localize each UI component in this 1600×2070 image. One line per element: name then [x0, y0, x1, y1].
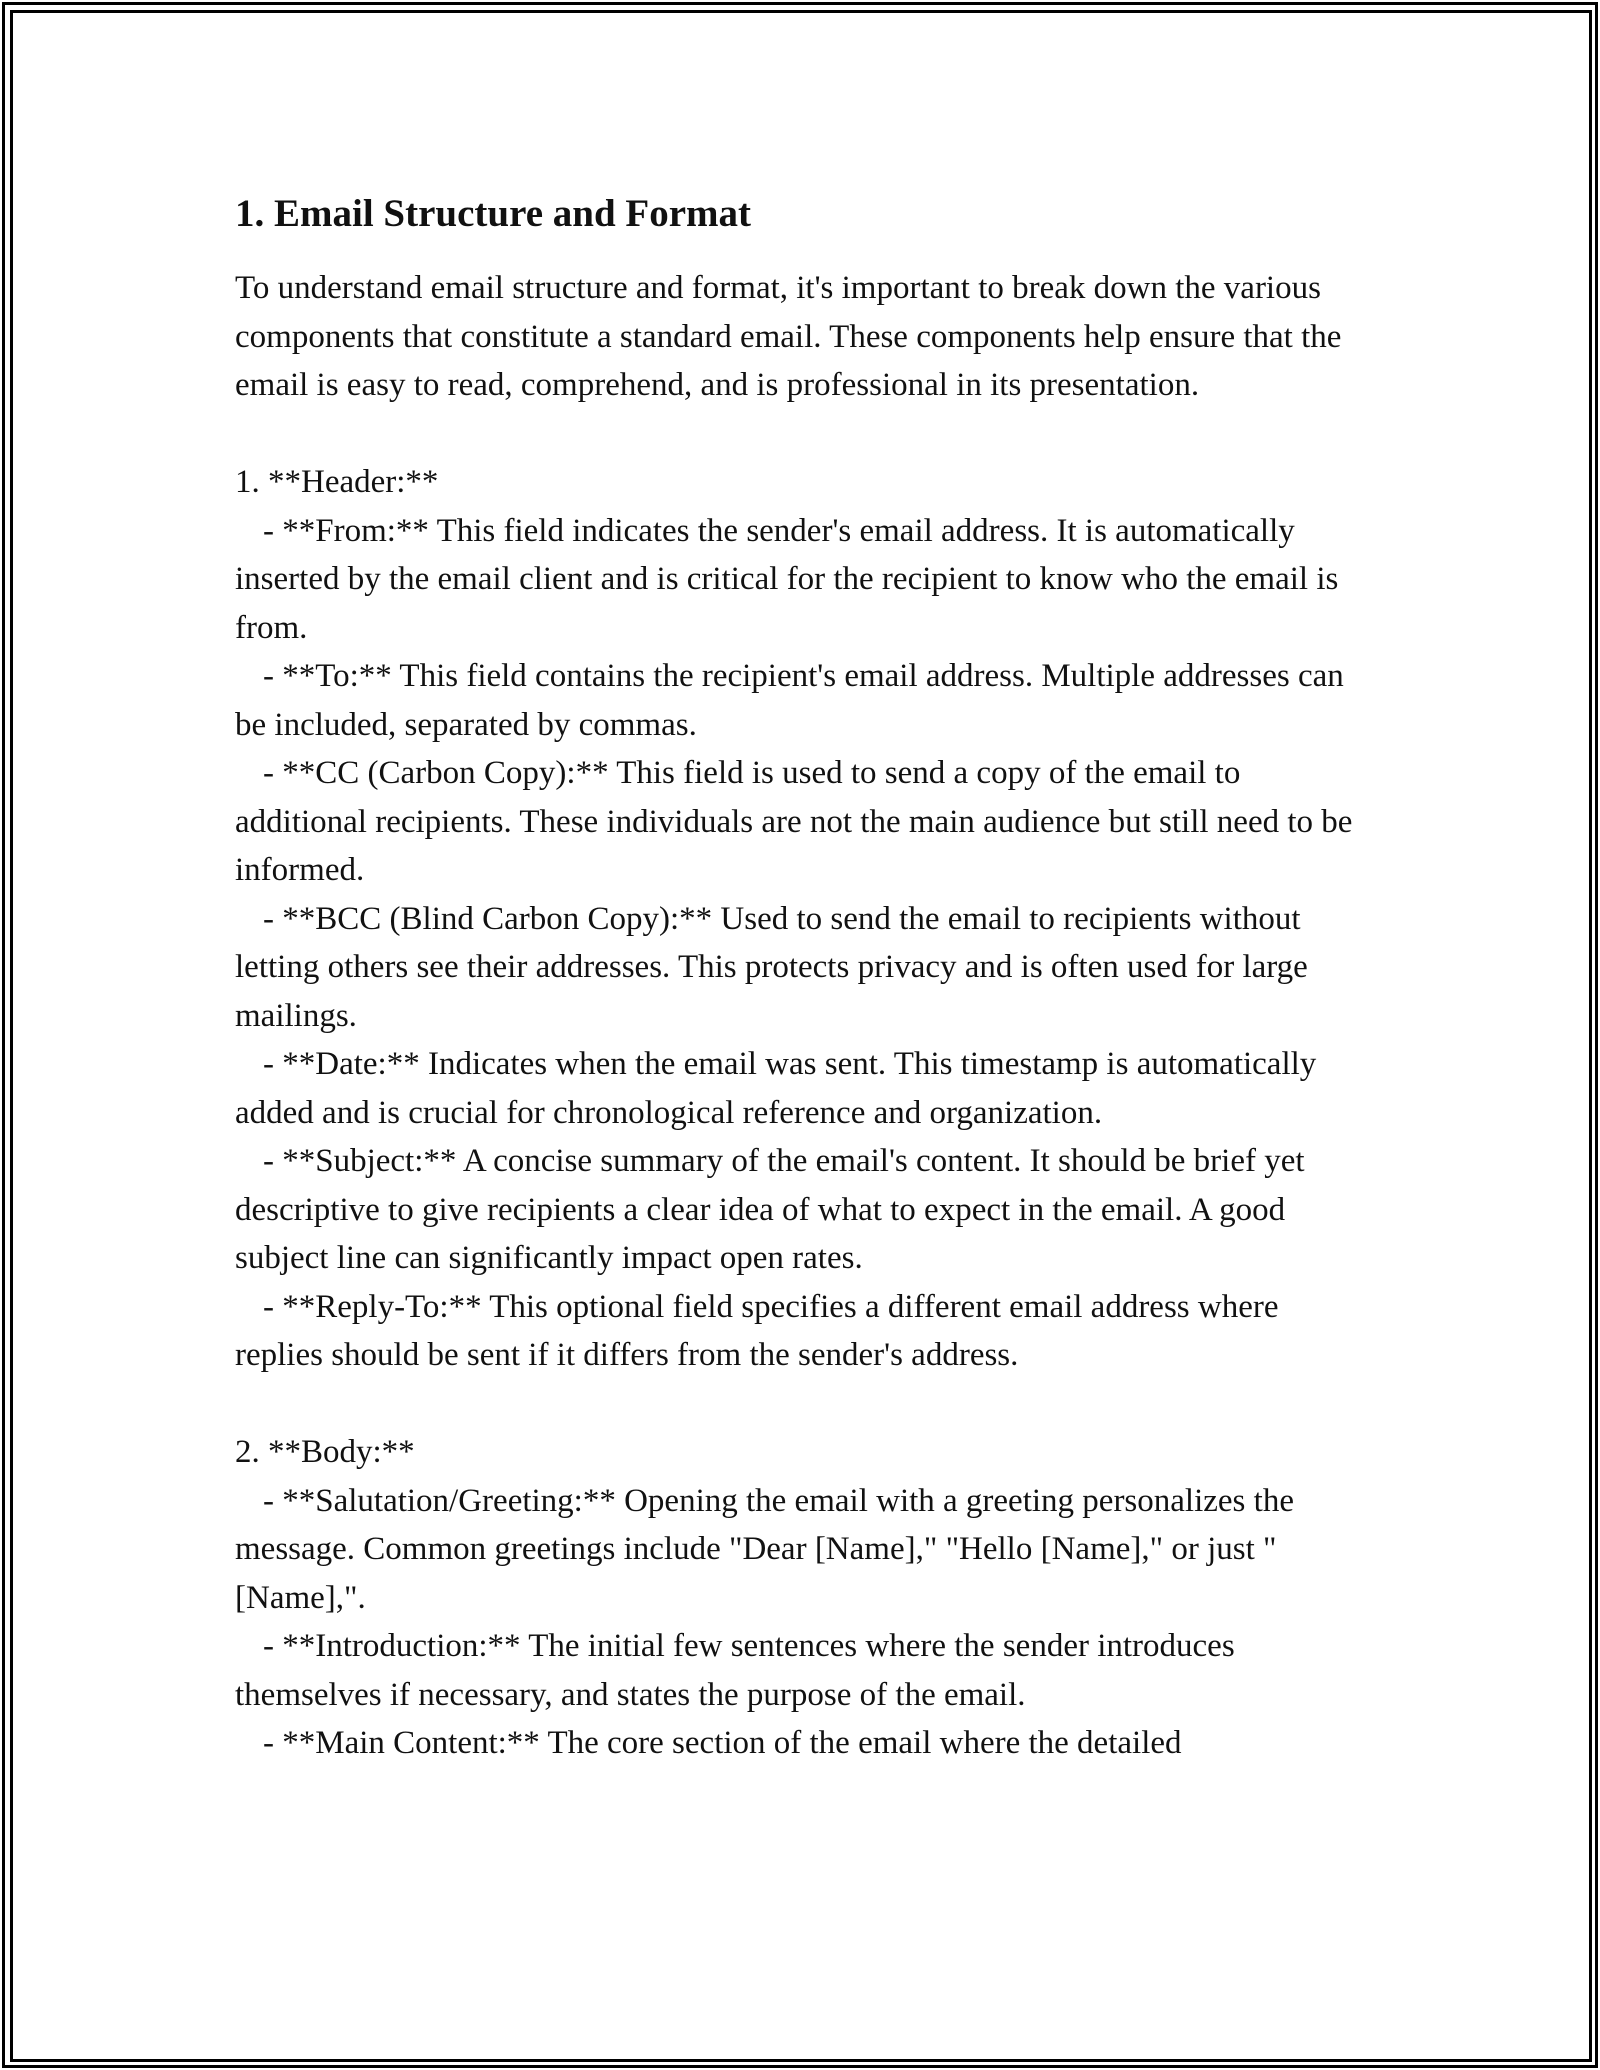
- intro-paragraph: To understand email structure and format, it's important to break down the various components that constitute a standard email. These components help ensure that the email is easy to read, comprehend, and is professional in its presentation.: [235, 270, 1342, 403]
- list-item-subject: - **Subject:** A concise summary of the email's content. It should be brief yet descriptive to give recipients a clear idea of what to expect in the email. A good subject line can significantly impact open rates.: [235, 1143, 1305, 1276]
- list-item-main-content: - **Main Content:** The core section of the email where the detailed: [263, 1725, 1182, 1761]
- document-content: [235, 188, 1365, 1768]
- list-item-reply-to: - **Reply-To:** This optional field specifies a different email address where replies should be sent if it differs from the sender's address.: [235, 1288, 1279, 1373]
- list-item-salutation: - **Salutation/Greeting:** Opening the email with a greeting personalizes the message. Common greetings include "Dear [Name]," "Hello [Name]," or just "[Name],".: [235, 1482, 1294, 1616]
- section-title-body: 2. **Body:**: [235, 1434, 415, 1470]
- section-heading: 1. Email Structure and Format: [235, 192, 751, 235]
- list-item-introduction: - **Introduction:** The initial few sentences where the sender introduces themselves if necessary, and states the purpose of the email.: [235, 1628, 1235, 1713]
- body-section: [235, 1428, 1365, 1768]
- list-item-date: - **Date:** Indicates when the email was sent. This timestamp is automatically added and is crucial for chronological reference and organization.: [235, 1046, 1317, 1131]
- list-item-from: - **From:** This field indicates the sender's email address. It is automatically inserted by the email client and is critical for the recipient to know who the email is from.: [235, 512, 1339, 646]
- list-item-to: - **To:** This field contains the recipient's email address. Multiple addresses can be included, separated by commas.: [235, 658, 1344, 743]
- section-title-header: 1. **Header:**: [235, 464, 439, 500]
- list-item-bcc: - **BCC (Blind Carbon Copy):** Used to send the email to recipients without letting others see their addresses. This protects privacy and is often used for large mailings.: [235, 900, 1308, 1034]
- header-section: [235, 458, 1365, 1380]
- list-item-cc: - **CC (Carbon Copy):** This field is used to send a copy of the email to additional recipients. These individuals are not the main audience but still need to be informed.: [235, 755, 1353, 888]
